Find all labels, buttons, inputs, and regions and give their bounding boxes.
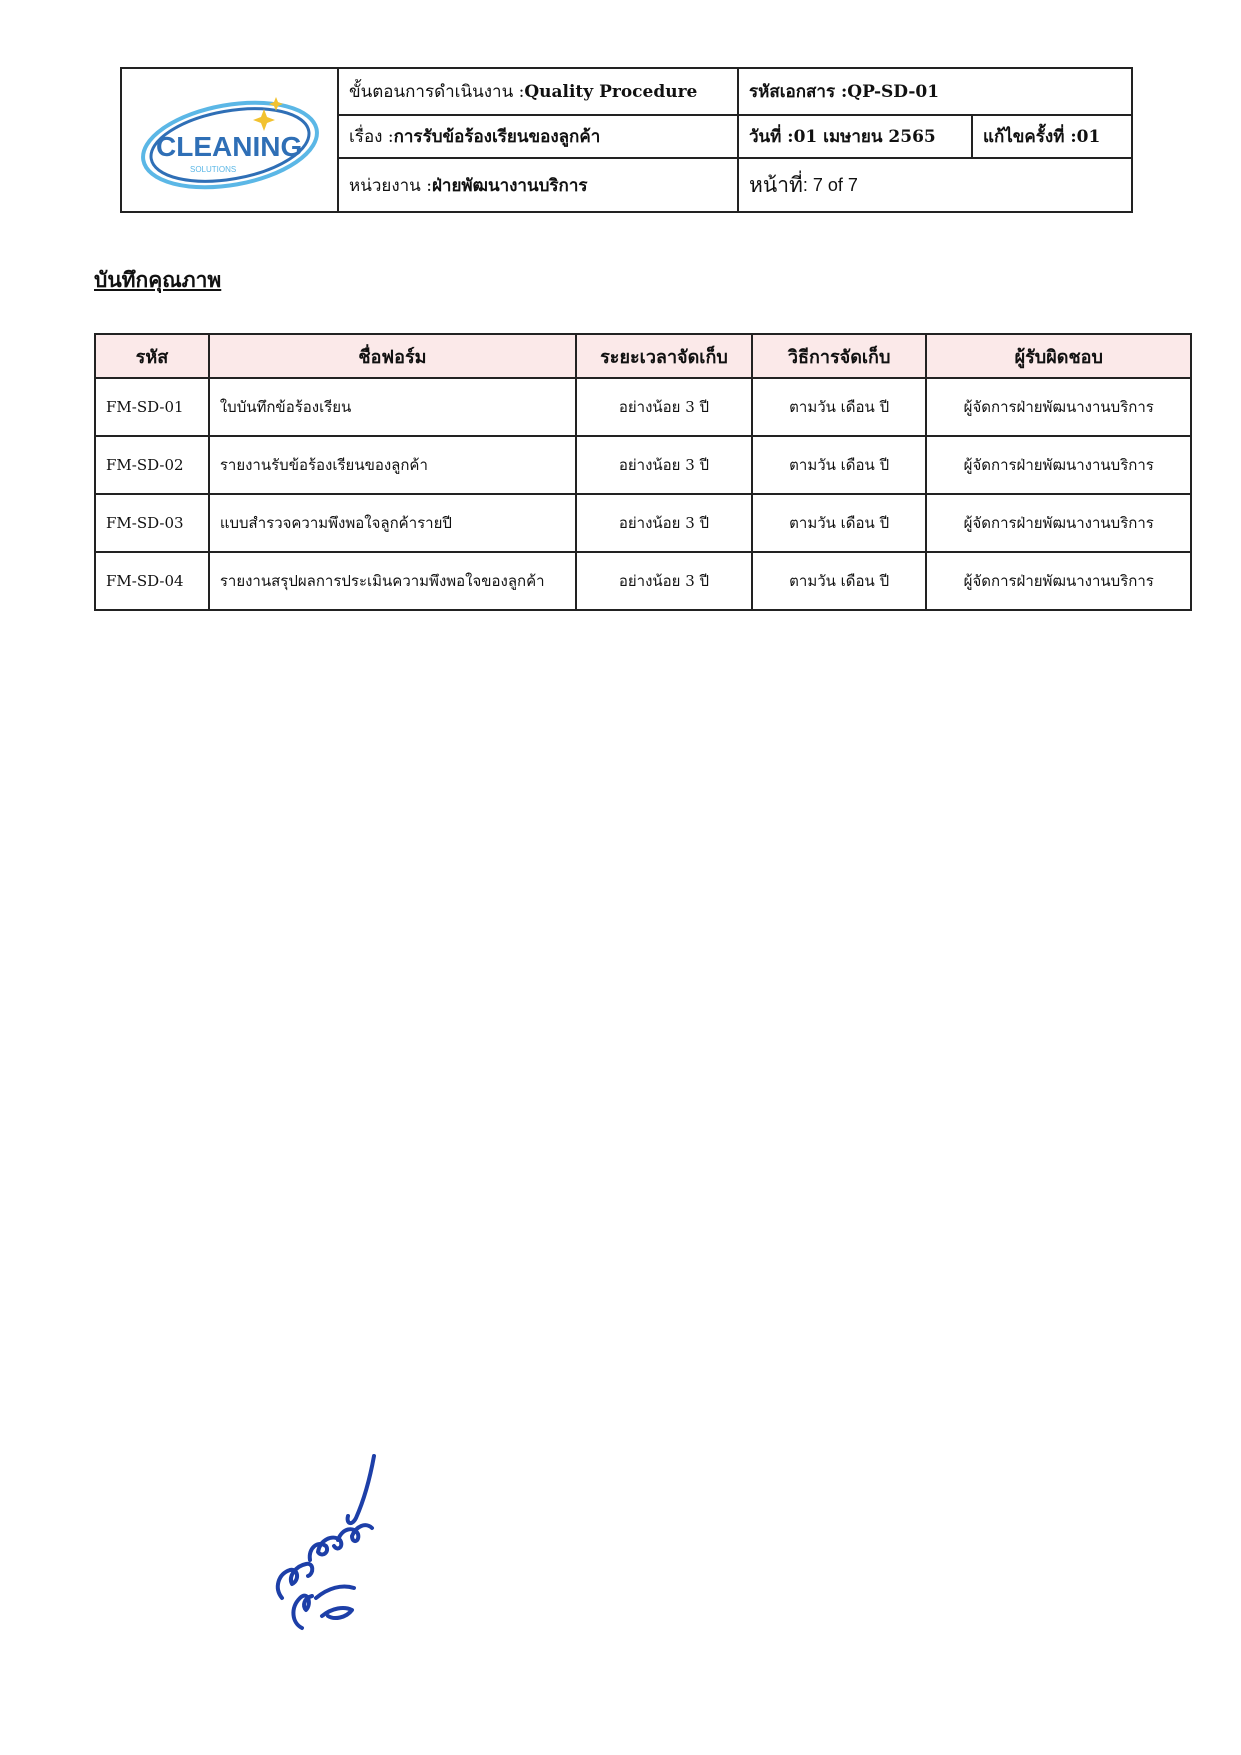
date-label: วันที่ : <box>749 127 794 147</box>
revision-label: แก้ไขครั้งที่ : <box>983 127 1077 147</box>
cell-responsible: ผู้จัดการฝ่ายพัฒนางานบริการ <box>926 552 1191 610</box>
subject-label: เรื่อง : <box>349 127 394 147</box>
subject-value: การรับข้อร้องเรียนของลูกค้า <box>393 127 601 147</box>
page-cell <box>739 159 1133 211</box>
quality-records-table <box>94 333 1192 611</box>
table-row <box>95 436 1191 494</box>
cell-form-name: ใบบันทึกข้อร้องเรียน <box>209 378 576 436</box>
revision-cell <box>973 116 1133 159</box>
column-header-code: รหัส <box>95 334 209 378</box>
cell-retention: อย่างน้อย 3 ปี <box>576 378 752 436</box>
department-label: หน่วยงาน : <box>349 175 432 196</box>
column-header-storage-method: วิธีการจัดเก็บ <box>752 334 927 378</box>
cell-form-name: แบบสำรวจความพึงพอใจลูกค้ารายปี <box>209 494 576 552</box>
cell-storage-method: ตามวัน เดือน ปี <box>752 552 927 610</box>
logo-text: CLEANING <box>156 131 303 162</box>
cell-retention: อย่างน้อย 3 ปี <box>576 436 752 494</box>
cell-code: FM-SD-04 <box>95 552 209 610</box>
column-header-form-name: ชื่อฟอร์ม <box>209 334 576 378</box>
section-title: บันทึกคุณภาพ <box>94 267 222 292</box>
cell-storage-method: ตามวัน เดือน ปี <box>752 378 927 436</box>
cell-code: FM-SD-03 <box>95 494 209 552</box>
procedure-cell <box>339 69 739 116</box>
table-row <box>95 494 1191 552</box>
cell-code: FM-SD-02 <box>95 436 209 494</box>
cell-form-name: รายงานสรุปผลการประเมินความพึงพอใจของลูกค้า <box>209 552 576 610</box>
cell-retention: อย่างน้อย 3 ปี <box>576 494 752 552</box>
logo-subtext: SOLUTIONS <box>190 165 237 174</box>
date-cell <box>739 116 973 159</box>
department-value: ฝ่ายพัฒนางานบริการ <box>431 175 588 196</box>
table-row <box>95 378 1191 436</box>
cell-retention: อย่างน้อย 3 ปี <box>576 552 752 610</box>
company-logo <box>122 69 335 211</box>
document-header <box>120 67 1133 213</box>
date-value: 01 เมษายน 2565 <box>793 127 936 147</box>
procedure-label: ขั้นตอนการดำเนินงาน : <box>349 82 525 102</box>
doc-code-value: QP-SD-01 <box>847 81 940 102</box>
column-header-retention: ระยะเวลาจัดเก็บ <box>576 334 752 378</box>
page-label: หน้าที่ <box>749 172 803 197</box>
cell-storage-method: ตามวัน เดือน ปี <box>752 494 927 552</box>
table-row <box>95 552 1191 610</box>
page-value: : 7 of 7 <box>802 174 858 195</box>
sparkle-icon <box>253 109 275 131</box>
department-cell <box>339 159 739 211</box>
cell-responsible: ผู้จัดการฝ่ายพัฒนางานบริการ <box>926 378 1191 436</box>
procedure-value: Quality Procedure <box>524 81 698 102</box>
doc-code-cell <box>739 69 1133 116</box>
cell-responsible: ผู้จัดการฝ่ายพัฒนางานบริการ <box>926 436 1191 494</box>
cell-form-name: รายงานรับข้อร้องเรียนของลูกค้า <box>209 436 576 494</box>
subject-cell <box>339 116 739 159</box>
doc-code-label: รหัสเอกสาร : <box>749 82 848 102</box>
logo-cell <box>122 69 339 211</box>
cell-responsible: ผู้จัดการฝ่ายพัฒนางานบริการ <box>926 494 1191 552</box>
table-header-row <box>95 334 1191 378</box>
column-header-responsible: ผู้รับผิดชอบ <box>926 334 1191 378</box>
cell-code: FM-SD-01 <box>95 378 209 436</box>
handwritten-signature <box>262 1448 412 1648</box>
cell-storage-method: ตามวัน เดือน ปี <box>752 436 927 494</box>
revision-value: 01 <box>1076 126 1101 147</box>
